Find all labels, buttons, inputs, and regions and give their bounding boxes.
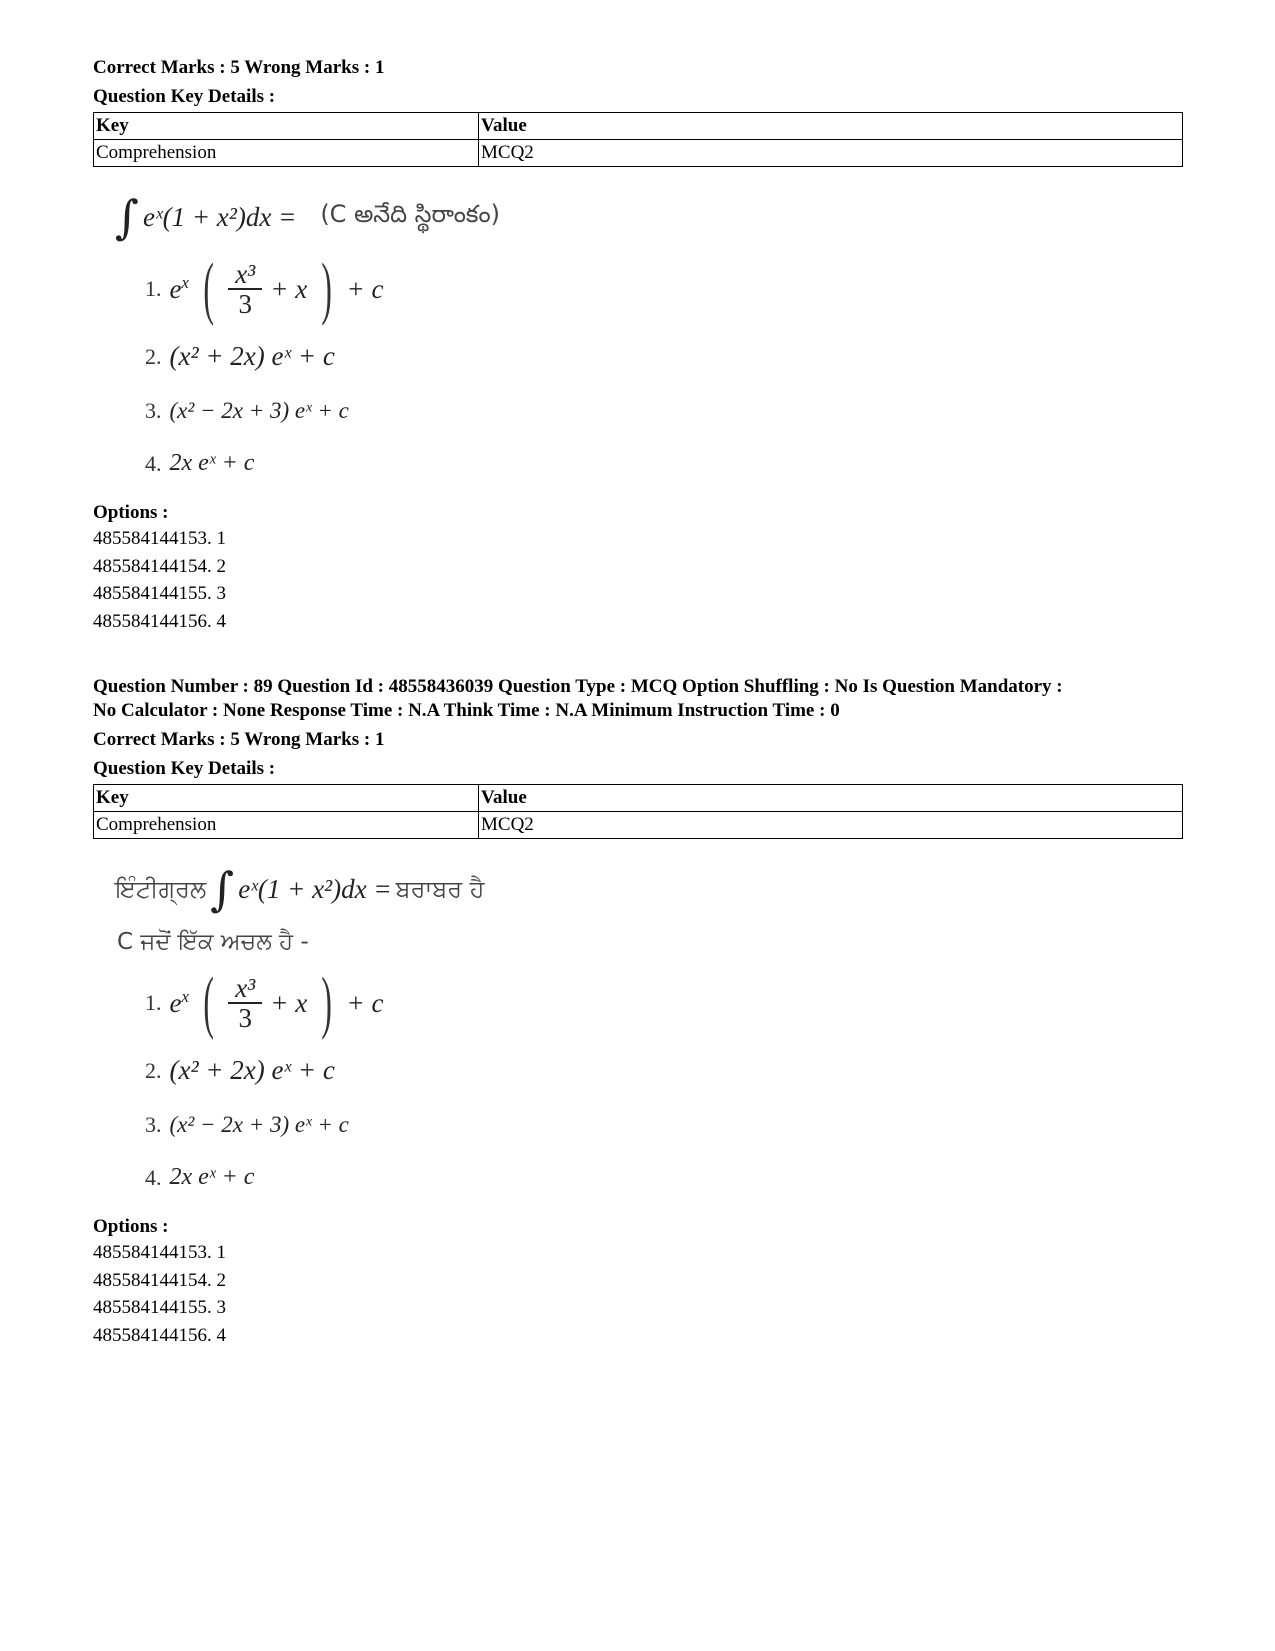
integral-expression: eˣ(1 + x²)dx = (142, 201, 297, 232)
question-key-table (93, 112, 1183, 167)
question-header-line-2: No Calculator : None Response Time : N.A Think Time : N.A Minimum Instruction Time : 0 (93, 700, 840, 721)
integral-sign-icon: ∫ (115, 190, 139, 244)
right-paren-icon: ) (321, 250, 333, 327)
table-row (94, 812, 1183, 839)
options-list (93, 1239, 1183, 1349)
option-inner-tail: + x (270, 987, 308, 1018)
list-item: 485584144153. 1 (93, 528, 226, 549)
option-number: 3. (145, 1112, 162, 1137)
option-expression: (x² + 2x) eˣ + c (169, 1055, 335, 1085)
table-header-row (94, 113, 1183, 140)
question-image-1 (93, 190, 1183, 477)
list-item: 485584144156. 4 (93, 610, 226, 632)
math-option-3 (145, 398, 1183, 424)
key-details-label: Question Key Details : (93, 758, 276, 779)
options-label: Options : (93, 1216, 169, 1237)
fraction-denominator: 3 (238, 1003, 252, 1033)
key-details-label: Question Key Details : (93, 86, 276, 107)
table-header-key: Key (94, 785, 479, 812)
fraction (228, 974, 262, 1032)
marks-line: Correct Marks : 5 Wrong Marks : 1 (93, 57, 385, 78)
list-item: 485584144153. 1 (93, 1242, 226, 1263)
math-option-2 (145, 341, 1183, 372)
question-header (93, 675, 1183, 723)
option-number: 2. (145, 343, 162, 369)
fraction-numerator: x³ (235, 259, 256, 289)
question-header-line-1: Question Number : 89 Question Id : 48558436039 Question Type : MCQ Option Shuffling : No Is Question Mandatory : (93, 676, 1063, 697)
option-number: 3. (145, 398, 162, 423)
option-base: $e^x$ (169, 273, 189, 304)
table-header-key: Key (94, 113, 479, 140)
options-label: Options : (93, 502, 169, 523)
table-header-row (94, 785, 1183, 812)
left-paren-icon: ( (203, 250, 214, 327)
table-cell-value: MCQ2 (479, 140, 1183, 167)
option-number: 4. (145, 1164, 162, 1190)
option-base: $e^x$ (169, 987, 189, 1018)
math-option-4 (145, 450, 1183, 477)
option-expression: (x² − 2x + 3) eˣ + c (169, 398, 349, 423)
constant-note: (C అనేది స్థిరాంకం) (320, 200, 500, 228)
list-item: 485584144155. 3 (93, 1297, 226, 1318)
table-header-value: Value (479, 785, 1183, 812)
question-stem (115, 190, 1183, 244)
math-option-4 (145, 1164, 1183, 1191)
option-number: 1. (145, 276, 162, 301)
option-number: 4. (145, 450, 162, 476)
option-expression: (x² + 2x) eˣ + c (169, 341, 335, 371)
stem-prefix: ਇੰਟੀਗ੍ਰਲ (115, 875, 207, 903)
option-inner-tail: + x (270, 273, 308, 304)
stem-line-2: C ਜਦੋਂ ਇੱਕ ਅਚਲ ਹੈ - (117, 929, 309, 955)
fraction (228, 260, 262, 318)
options-list (93, 525, 1183, 635)
option-tail: + c (346, 273, 384, 304)
option-expression: 2x eˣ + c (169, 1164, 255, 1190)
math-option-3 (145, 1112, 1183, 1138)
question-image-2 (93, 862, 1183, 1191)
math-option-1 (145, 964, 1183, 1041)
table-cell-key: Comprehension (94, 812, 479, 839)
list-item: 485584144154. 2 (93, 1269, 226, 1291)
list-item: 485584144156. 4 (93, 1324, 226, 1346)
table-cell-key: Comprehension (94, 140, 479, 167)
table-cell-value: MCQ2 (479, 812, 1183, 839)
list-item: 485584144154. 2 (93, 555, 226, 577)
fraction-denominator: 3 (238, 289, 252, 319)
option-expression: 2x eˣ + c (169, 450, 255, 476)
integral-expression: eˣ(1 + x²)dx = (238, 873, 392, 904)
list-item: 485584144155. 3 (93, 583, 226, 604)
marks-line: Correct Marks : 5 Wrong Marks : 1 (93, 729, 385, 750)
question-key-table (93, 784, 1183, 839)
math-option-2 (145, 1055, 1183, 1086)
option-tail: + c (346, 987, 384, 1018)
left-paren-icon: ( (203, 964, 214, 1041)
table-row (94, 140, 1183, 167)
option-expression: (x² − 2x + 3) eˣ + c (169, 1112, 349, 1137)
integral-sign-icon: ∫ (210, 862, 235, 916)
option-number: 1. (145, 990, 162, 1015)
document-page (93, 56, 1183, 1349)
right-paren-icon: ) (321, 964, 333, 1041)
option-number: 2. (145, 1057, 162, 1083)
table-header-value: Value (479, 113, 1183, 140)
question-stem (115, 862, 1183, 916)
fraction-numerator: x³ (235, 973, 256, 1003)
stem-suffix: ਬਰਾਬਰ ਹੈ (395, 875, 485, 903)
math-option-1 (145, 250, 1183, 327)
